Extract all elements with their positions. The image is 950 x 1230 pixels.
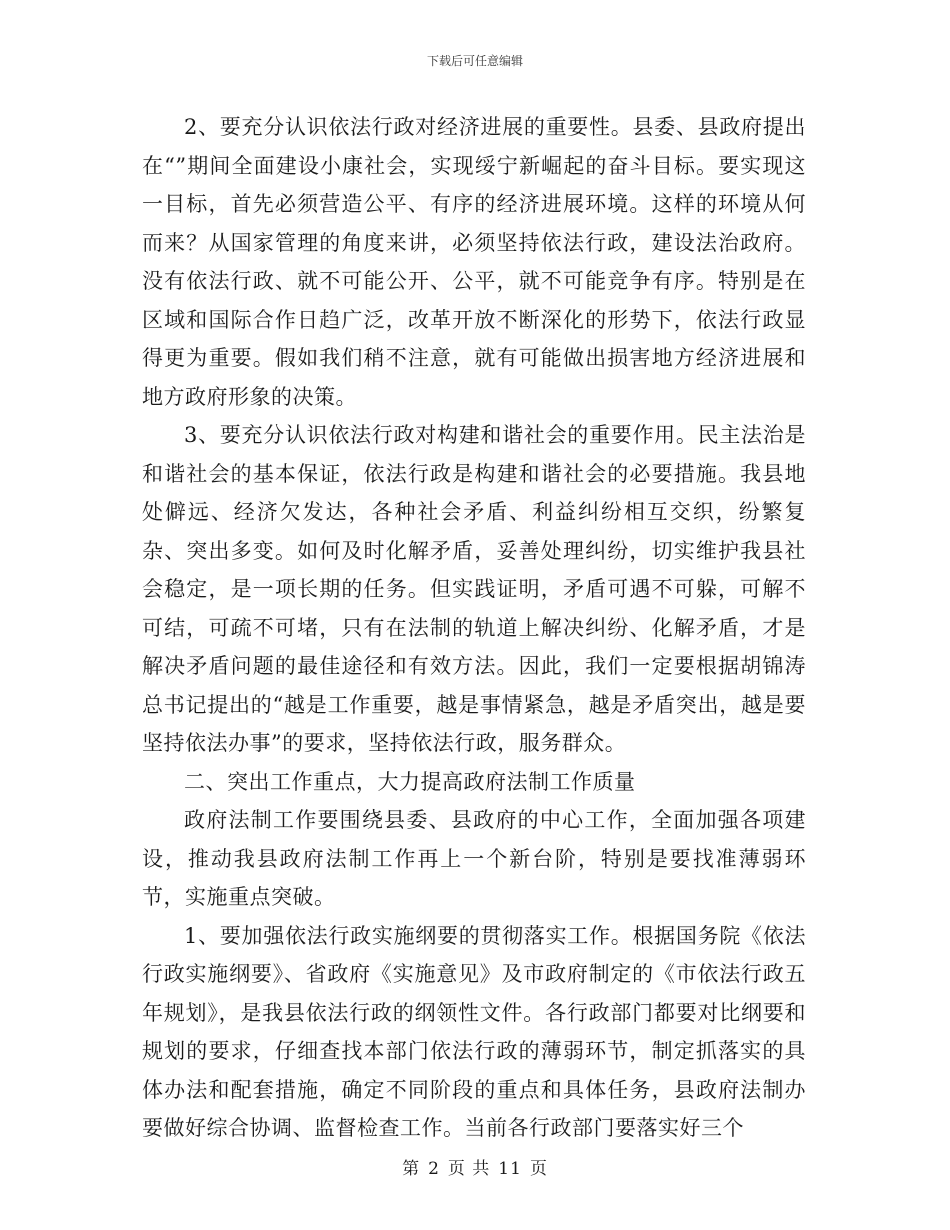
page-header: 下载后可任意编辑 [426, 54, 523, 68]
paragraph-implementation-outline: 1、要加强依法行政实施纲要的贯彻落实工作。根据国务院《依法行政实施纲要》、省政府《实施意见》及市政府制定的《市依法行政五年规划》，是我县依法行政的纲领性文件。各行政部门都要对比纲要和规划的要求，仔细查找本部门依法行政的薄弱环节，制定抓落实的具体办法和配套措施，确定不同阶段的重点和具体任务，县政府法制办要做好综合协调、监督检查工作。当前各行政部门要落实好三个 [142, 923, 806, 1140]
footer-page-number: 2 [428, 1159, 440, 1179]
body-content [142, 108, 806, 1148]
footer-total-pages: 11 [498, 1159, 522, 1179]
footer-middle: 页 共 [447, 1159, 491, 1179]
footer-prefix: 第 [402, 1159, 421, 1179]
paragraph-legal-work: 政府法制工作要围绕县委、县政府的中心工作，全面加强各项建设，推动我县政府法制工作再上一个新台阶，特别是要找准薄弱环节，实施重点突破。 [142, 808, 806, 909]
paragraph-harmonious-society: 3、要充分认识依法行政对构建和谐社会的重要作用。民主法治是和谐社会的基本保证，依法行政是构建和谐社会的必要措施。我县地处僻远、经济欠发达，各种社会矛盾、利益纠纷相互交织，纷繁复杂、突出多变。如何及时化解矛盾，妥善处理纠纷，切实维护我县社会稳定，是一项长期的任务。但实践证明，矛盾可遇不可躲，可解不可结，可疏不可堵，只有在法制的轨道上解决纠纷、化解矛盾，才是解决矛盾问题的最佳途径和有效方法。因此，我们一定要根据胡锦涛总书记提出的“越是工作重要，越是事情紧急，越是矛盾突出，越是要坚持依法办事”的要求，坚持依法行政，服务群众。 [142, 423, 806, 755]
footer-suffix: 页 [529, 1159, 548, 1179]
page-footer [0, 1154, 950, 1179]
section-heading-two: 二、突出工作重点，大力提高政府法制工作质量 [184, 769, 636, 794]
paragraph-economic-development: 2、要充分认识依法行政对经济进展的重要性。县委、县政府提出在“”期间全面建设小康社会，实现绥宁新崛起的奋斗目标。要实现这一目标，首先必须营造公平、有序的经济进展环境。这样的环境从何而来？从国家管理的角度来讲，必须坚持依法行政，建设法治政府。没有依法行政、就不可能公开、公平，就不可能竞争有序。特别是在区域和国际合作日趋广泛，改革开放不断深化的形势下，依法行政显得更为重要。假如我们稍不注意，就有可能做出损害地方经济进展和地方政府形象的决策。 [142, 115, 806, 409]
